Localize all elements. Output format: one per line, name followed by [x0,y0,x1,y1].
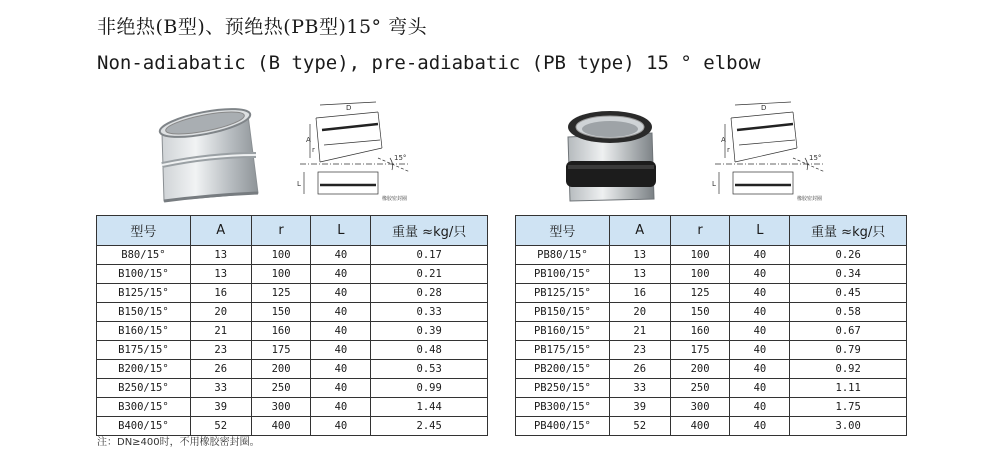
header-model: 型号 [516,216,610,246]
cell-r: 150 [251,303,311,322]
header-a: A [609,216,670,246]
cell-model: PB160/15° [516,322,610,341]
cell-r: 250 [251,379,311,398]
cell-a: 13 [190,265,251,284]
cell-r: 300 [251,398,311,417]
table-row [97,341,488,360]
drawing-label-a: A [306,136,311,144]
cell-model: B80/15° [97,246,191,265]
cell-weight: 0.39 [371,322,488,341]
cell-weight: 0.21 [371,265,488,284]
cell-a: 16 [609,284,670,303]
cell-l: 40 [730,265,790,284]
cell-model: B400/15° [97,417,191,436]
cell-r: 100 [670,265,730,284]
b-type-elbow-photo [150,103,265,203]
cell-r: 175 [251,341,311,360]
table-row [516,322,907,341]
cell-weight: 0.33 [371,303,488,322]
cell-weight: 0.92 [790,360,907,379]
cell-weight: 0.48 [371,341,488,360]
cell-a: 33 [190,379,251,398]
cell-model: PB125/15° [516,284,610,303]
drawing-label-r: r [727,146,730,154]
cell-a: 16 [190,284,251,303]
drawing-label-d: D [346,104,352,112]
cell-l: 40 [311,284,371,303]
table-header-row [97,216,488,246]
table-row [97,322,488,341]
drawing-label-a: A [721,136,726,144]
cell-l: 40 [311,246,371,265]
cell-l: 40 [730,303,790,322]
cell-l: 40 [730,398,790,417]
cell-weight: 2.45 [371,417,488,436]
drawing-label-seal: 橡胶密封圈 [797,196,823,202]
drawing-label-seal: 橡胶密封圈 [382,196,408,202]
cell-a: 26 [190,360,251,379]
cell-r: 200 [670,360,730,379]
cell-l: 40 [730,322,790,341]
cell-r: 160 [251,322,311,341]
table-row [516,398,907,417]
cell-r: 100 [670,246,730,265]
cell-weight: 1.44 [371,398,488,417]
cell-weight: 3.00 [790,417,907,436]
cell-l: 40 [311,417,371,436]
table-row [97,379,488,398]
cell-model: PB80/15° [516,246,610,265]
cell-model: PB300/15° [516,398,610,417]
title-english: Non-adiabatic (B type), pre-adiabatic (PB type) 15 ° elbow [97,52,761,74]
cell-model: B160/15° [97,322,191,341]
header-model: 型号 [97,216,191,246]
cell-a: 20 [609,303,670,322]
table-row [97,303,488,322]
cell-a: 23 [190,341,251,360]
table-row [97,360,488,379]
cell-r: 100 [251,246,311,265]
cell-model: B200/15° [97,360,191,379]
cell-l: 40 [311,360,371,379]
cell-model: PB150/15° [516,303,610,322]
cell-weight: 0.67 [790,322,907,341]
cell-l: 40 [311,398,371,417]
cell-a: 23 [609,341,670,360]
header-r: r [670,216,730,246]
header-weight: 重量 ≈kg/只 [790,216,907,246]
pb-type-elbow-photo [562,103,662,203]
cell-a: 33 [609,379,670,398]
header-l: L [311,216,371,246]
header-l: L [730,216,790,246]
table-row [516,246,907,265]
cell-a: 26 [609,360,670,379]
cell-a: 39 [190,398,251,417]
cell-a: 13 [609,246,670,265]
cell-model: PB250/15° [516,379,610,398]
cell-l: 40 [730,379,790,398]
drawing-label-angle: 15° [394,154,407,162]
cell-model: B100/15° [97,265,191,284]
cell-l: 40 [730,360,790,379]
drawing-label-l: L [297,180,301,188]
cell-a: 21 [609,322,670,341]
cell-l: 40 [311,265,371,284]
cell-r: 200 [251,360,311,379]
cell-l: 40 [730,417,790,436]
cell-weight: 0.58 [790,303,907,322]
header-r: r [251,216,311,246]
cell-model: B125/15° [97,284,191,303]
cell-l: 40 [730,284,790,303]
cell-r: 400 [251,417,311,436]
cell-a: 21 [190,322,251,341]
cell-l: 40 [311,341,371,360]
table-row [516,379,907,398]
drawing-label-angle: 15° [809,154,822,162]
cell-a: 39 [609,398,670,417]
cell-weight: 0.26 [790,246,907,265]
b-type-spec-table [96,215,488,436]
table-row [516,265,907,284]
cell-weight: 0.17 [371,246,488,265]
table-row [516,360,907,379]
footnote: 注：DN≥400时，不用橡胶密封圈。 [97,437,260,448]
table-row [516,341,907,360]
table-row [97,284,488,303]
cell-a: 20 [190,303,251,322]
cell-weight: 1.75 [790,398,907,417]
cell-l: 40 [730,341,790,360]
cell-r: 100 [251,265,311,284]
table-row [97,265,488,284]
cell-model: B150/15° [97,303,191,322]
table-row [516,303,907,322]
table-row [516,417,907,436]
cell-model: B250/15° [97,379,191,398]
cell-weight: 0.99 [371,379,488,398]
title-chinese: 非绝热(B型)、预绝热(PB型)15° 弯头 [97,16,428,38]
cell-r: 250 [670,379,730,398]
cell-l: 40 [311,379,371,398]
table-row [516,284,907,303]
cell-l: 40 [311,303,371,322]
cell-weight: 0.34 [790,265,907,284]
cell-r: 125 [670,284,730,303]
cell-r: 175 [670,341,730,360]
cell-model: PB200/15° [516,360,610,379]
cell-r: 400 [670,417,730,436]
cell-weight: 0.53 [371,360,488,379]
pb-type-spec-table [515,215,907,436]
cell-model: PB400/15° [516,417,610,436]
cell-l: 40 [730,246,790,265]
cell-weight: 0.28 [371,284,488,303]
cell-weight: 0.79 [790,341,907,360]
pb-type-technical-drawing [705,100,835,205]
table-row [97,398,488,417]
drawing-label-l: L [712,180,716,188]
cell-r: 125 [251,284,311,303]
cell-model: PB100/15° [516,265,610,284]
cell-r: 160 [670,322,730,341]
header-a: A [190,216,251,246]
cell-l: 40 [311,322,371,341]
b-type-technical-drawing [290,100,420,205]
cell-a: 13 [609,265,670,284]
table-header-row [516,216,907,246]
cell-weight: 0.45 [790,284,907,303]
cell-model: B175/15° [97,341,191,360]
cell-weight: 1.11 [790,379,907,398]
cell-r: 300 [670,398,730,417]
header-weight: 重量 ≈kg/只 [371,216,488,246]
cell-a: 13 [190,246,251,265]
table-row [97,246,488,265]
cell-r: 150 [670,303,730,322]
cell-a: 52 [190,417,251,436]
cell-model: B300/15° [97,398,191,417]
drawing-label-d: D [761,104,767,112]
drawing-label-r: r [312,146,315,154]
cell-a: 52 [609,417,670,436]
cell-model: PB175/15° [516,341,610,360]
